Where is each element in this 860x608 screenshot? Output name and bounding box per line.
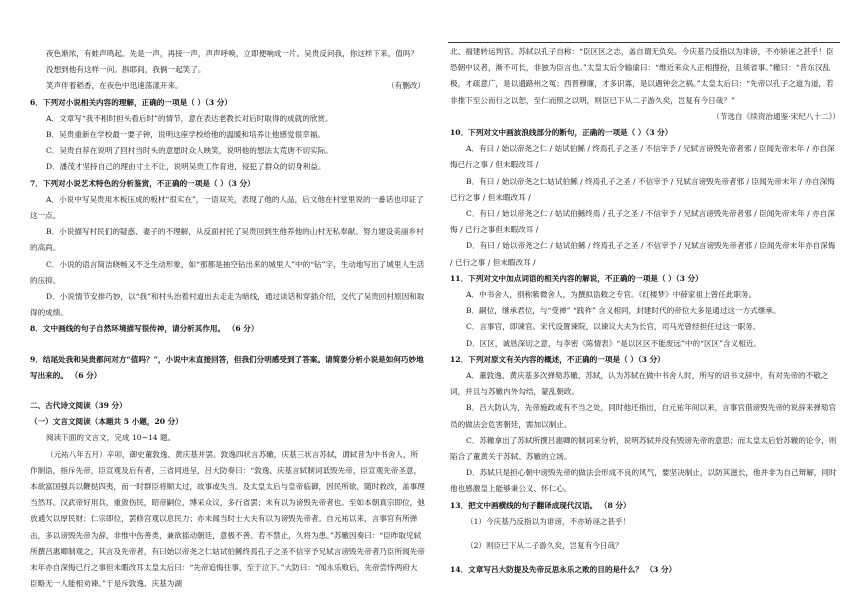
q6-option-c: C．吴贵自荐在说明了回村当时头的意愿时众人映笑，说明他的想法太荒唐不切实际。 [46,146,333,156]
q10-option-c: C．有曰 / 始以帝尧之仁 / 姑试伯鲧终焉 / 孔子之圣 / 不信宰予 / 兄轼言谤毁先帝者邪 / 臣闻先帝末年 / 亦自深悔 / 已行之事但未暇改耳 / [450,209,835,235]
q11-option-a: A．中书舍人，别称紫微舍人，为撰拟诰敕之专官。《红楼梦》中薛家祖上曾任此职务。 [466,290,757,300]
classical-passage-continued: 北、福建转运判官。苏轼以孔子自称：“臣区区之志，盖自谓无负矣。今庆基乃反指以为诽谤，不亦矫诬之甚乎！臣恐朝中议者，渐不可长，非独为臣言也。”太皇太后令输谕曰：“维近来众人正相搜扮，且须省事。”辙曰：“昔东汉乱极，才疏意广，是以遗路州之冤；西晋穆廉，才多识寡，是以遇钟会之祸。”太皇太后曰：“先帝以孔子之道为道，若非推下至公而行之以恕，至仁而照之以明，则臣已下从二子游久矣，岂复有今日哉？” [450,47,834,105]
q7-option-b: B．小说描写村民们的疑惑、妻子的不理解，从反面衬托了吴贵回到生他养他的山村无私奉献、努力建设美丽乡村的高尚。 [30,227,424,253]
q11-option-b: B．嗣位，继承君位，与“受禅” “践祚” 含义相同，封建时代的帝位大多是通过这一方式继承。 [466,306,781,316]
q6-option-d: D．潘茂才坚持自己的理由寸土不让，说明吴贵工作育进，侵犯了群众的切身利益。 [46,162,326,172]
q7-option-c: C．小说的语言简洁晓畅又不乏生动形象，如“那都是抽空钻出来的城里人”中的“钻”字，生动地写出了城里人生活的压抑。 [30,259,425,285]
story-paragraph: 夜色渐浓，有蛙声鸣起。先是一声，再接一声，声声呼唤，立即便响成一片。吴贵反问我，你这样下来，值吗？ [46,49,419,58]
left-column [30,46,425,593]
story-paragraph-text: 笑声伴着稻香，在夜色中迅速荡漾开来。 [46,81,183,91]
story-paragraph: 没想到他有这样一问。斟耶间，我俩一起笑了。 [46,65,206,75]
question-11: 11．下列对文中加点词语的相关内容的解说，不正确的一项是（ ）（3 分） [450,273,703,283]
q13-item-2: （2）则臣已下从二子游久矣，岂复有今日哉？ [466,541,623,551]
q7-option-a: A．小说中写吴贵用木板压成的板材“很实在”，一语双关，表现了他的人品，后文他在村堂里说的一番话也印证了这一点。 [30,194,424,221]
q10-option-a: A．有曰 / 始以帝尧之仁 / 姑试伯鲧 / 终焉孔子之圣 / 不信宰予 / 兄轼言谤毁先帝者邪 / 臣闻先帝末年 / 亦自深悔已行之事 / 但未暇改耳 / [450,144,835,170]
question-8: 8．文中画线的句子自然环境描写很传神，请分析其作用。 （6 分） [30,324,259,334]
q10-option-d: D．有曰 / 始以帝尧之仁 / 姑试伯鲧 / 终焉孔子之圣 / 不信宰予 / 兄轼言谤毁先帝者邪 / 臣闻先帝末年亦自深悔 / 已行之事 / 但未暇改耳 / [450,241,836,267]
reading-intro: 阅读下面的文言文，完成 10~14 题。 [46,433,176,443]
question-14: 14．文章写吕大防提及先帝反思永乐之败的目的是什么？ （3 分） [450,565,677,575]
section-ancient-reading: 二、古代诗文阅读（39 分） [30,401,127,411]
q11-option-d: D．区区，诚恳深切之意，与李密《陈情表》“是以区区不能废远”中的“区区”含义相近。 [466,338,761,348]
top-rule [448,42,840,43]
source-note: （有删改） [387,81,425,91]
question-12: 12．下列对原文有关内容的概述，不正确的一项是（ ）（3 分） [450,354,665,364]
q12-option-c: C．苏辙拿出了苏轼所撰吕惠卿的制词来分析，说明苏轼并没有毁谤先帝的意思；而太皇太后恰苏辙的论令，则陷合了董黄关于苏轼、苏辙的立场。 [450,435,837,462]
q6-option-b: B．吴贵重新在学校最一要子钟，说明这座学校给他的温暖和培养让他感觉很幸福。 [46,130,325,140]
q6-option-a: A．文章写“我不相时担头看后时”的情节，意在表达老教长对后时取得的成就的欣赏。 [46,113,333,123]
question-6: 6．下列对小说相关内容的理解，正确的一项是（ ）（3 分） [30,97,232,107]
question-7: 7．下列对小说艺术特色的分析鉴赏，不正确的一项是（ ）（3 分） [30,178,255,188]
question-9: 9．结尾处我和吴贵都问对方“值吗？”，小说中未直接回答，但我们分明感受到了答案。请简要分析小说是如何巧妙地写出来的。 （6 分） [30,354,424,380]
q7-option-d: D．小说情节安排巧妙，以“我”和村头治着村道出去走走为暗线，通过谈话和穿插介绍，交代了吴贵回村原因和取得的成绩。 [30,292,425,318]
q13-item-1: （1）今庆基乃反指以为诽谤，不亦矫诬之甚乎！ [466,516,631,526]
question-10: 10．下列对文中画波浪线部分的断句，正确的一项是（ ）（3 分） [450,128,673,138]
classical-passage: （元祐八年五月）辛卯，御史董敦逸、黄庆基并罢。敦逸四状言苏辙，庆基三状言苏轼，谓轼昔为中书舍人，所作制诰，指斥先帝，臣宣观及后有者，三省同进呈，吕大防奏曰：“敦逸、庆基言轼制词诋毁先帝，臣宣观先帝圣意，本欲富国强兵以鞭挞四夷，而一时群臣将顺太过，故事或失当。及太皇太后与皇帝临御，因民所欲，随时救改，盖事理当然耳。汉武帝好用兵，重敛伤民，昭帝嗣位，博采众议，多行省罢；未有以为谤毁先帝者也。至如本朝真宗即位，弛放逋欠以厚民财；仁宗即位，罢修宫观以息民力；亦未闻当时士大夫有以为谤毁先帝者。自元祐以来，言事官有所弹击，多以谤毁先帝为辞，非惟中伤善类，兼欲摇动朝廷，意极不善。若不禁止，久将为患。”苏辙因奏曰：“臣昨取见轼所撰吕惠卿制观之，其言及先帝者，有曰始以帝尧之仁姑试伯鲧终焉孔子之圣不信宰予兄轼言谤毁先帝者乃臣所闻先帝末年亦自深悔已行之事但未暇改耳太皇太后曰：“先帝追悔往事，至于泣下。”大防曰：“闻永乐败后，先帝尝恃两府大臣略无一人能相劝谏。”于是斥敦逸、庆基为湖 [30,449,425,589]
question-13: 13．把文中画横线的句子翻译成现代汉语。 （8 分） [450,500,631,510]
story-paragraph [30,78,425,94]
q11-option-c: C．言事官，即谏官。宋代设置谏院，以谏议大夫为长官，司马光曾经担任过这一职务。 [466,322,761,332]
q12-option-d: D．苏轼只是担心朝中谤毁先帝的做法会形成不良的风气，要坚决制止，以防其滋长，他并非为自己辩解，同时他也感激皇上能够秉公义、怀仁心。 [450,468,837,494]
section-classical-chinese: （一）文言文阅读（本题共 5 小题，20 分） [30,417,183,427]
q12-option-b: B．吕大防认为，先帝施政或有不当之处，同时他还指出，自元祐年间以来，言事官借谤毁先帝的说辞来弹劾官员的做法会危害朝廷，需加以制止。 [450,403,837,429]
q10-option-b: B．有曰 / 始以帝尧之仁姑试伯鲧 / 终焉孔子之圣 / 不信宰予 / 兄轼言谤毁先帝者邪 / 臣闻先帝末年 / 亦自深悔已行之事 / 但未暇改耳 / [450,176,835,202]
q12-option-a: A．董敦逸、黄庆基多次弹劾苏辙、苏轼，认为苏轼在做中书舍人时，所写的诏书文辞中，有对先帝的不敬之词，并且与苏辙内外勾结，蒙乱朝政。 [450,371,829,397]
passage-source: （节选自《续资治通鉴·宋纪八十二》） [712,111,840,121]
right-column [450,44,840,579]
